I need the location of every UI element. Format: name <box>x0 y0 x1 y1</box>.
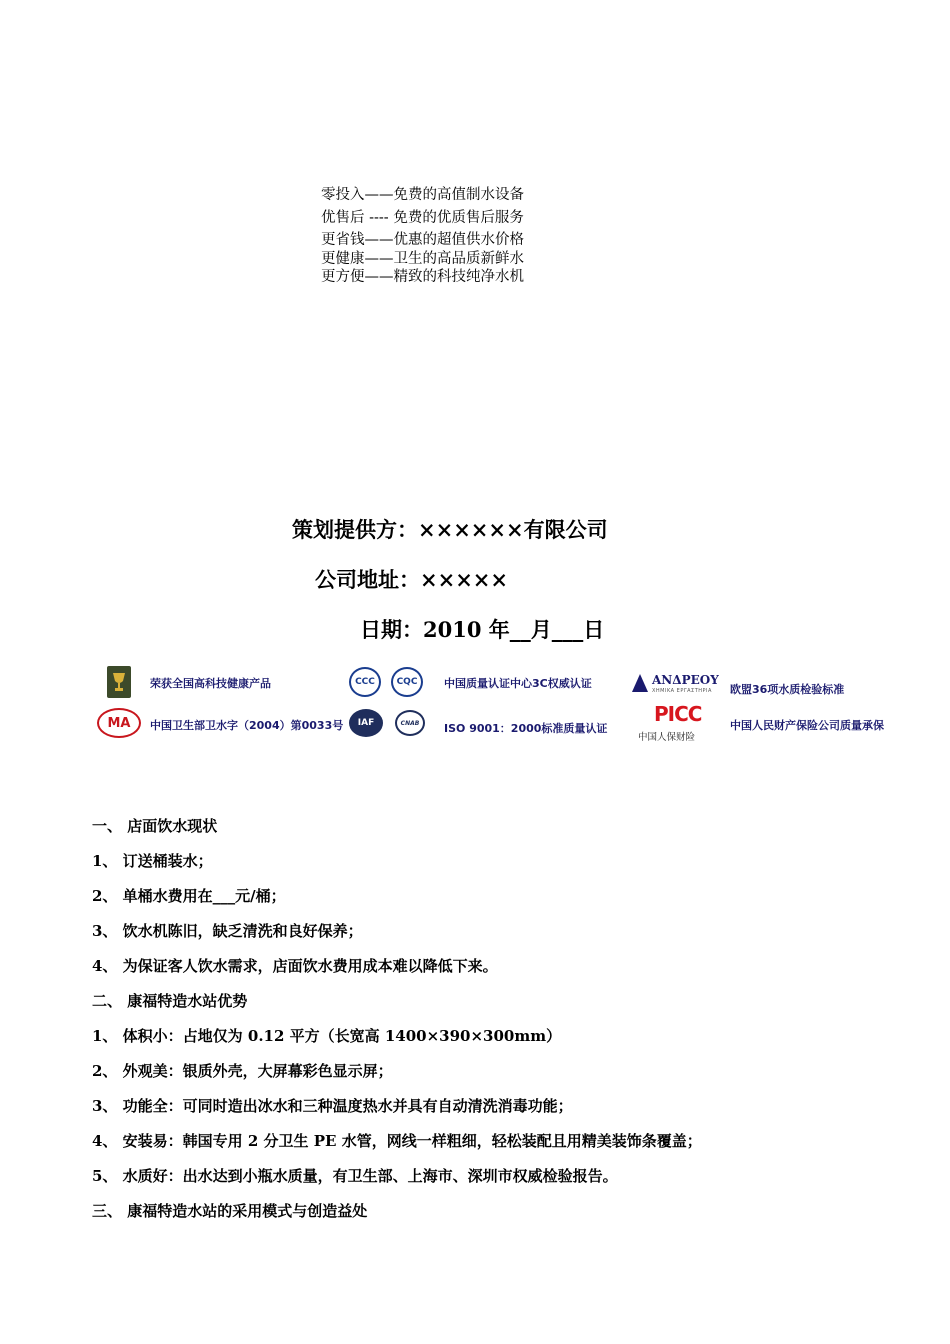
section-heading: 二、 康福特造水站优势 <box>92 992 248 1010</box>
list-item: 1、 体积小：占地仅为 0.12 平方（长宽高 1400×390×300mm） <box>92 1027 562 1045</box>
iso-label: ISO 9001：2000标准质量认证 <box>444 722 608 735</box>
trophy-icon <box>110 670 128 694</box>
list-item: 5、 水质好：出水达到小瓶水质量，有卫生部、上海市、深圳市权威检验报告。 <box>92 1167 618 1185</box>
ma-label: 中国卫生部卫水字（2004）第0033号 <box>150 719 344 732</box>
slogan-line: 更省钱——优惠的超值供水价格 <box>321 232 524 249</box>
slogan-line: 零投入——免费的高值制水设备 <box>321 187 524 203</box>
anadeoy-logo-text: ANΔPEOY <box>652 673 719 687</box>
ccc-logo <box>349 667 381 697</box>
slogan-line: 更健康——卫生的高品质新鲜水 <box>321 250 524 267</box>
date-line: 日期：2010 年__月___日 <box>360 617 605 642</box>
list-item: 4、 安装易：韩国专用 2 分卫生 PE 水管，网线一样粗细，轻松装配且用精美装饰条覆盖； <box>92 1132 702 1150</box>
anadeoy-logo-subtext: XHMIKA EPΓAΣTHPIA <box>652 688 712 694</box>
list-item: 3、 饮水机陈旧，缺乏清洗和良好保养； <box>92 922 363 940</box>
ccc-label: 中国质量认证中心3C权威认证 <box>444 677 592 690</box>
ccc-logo-text: CCC <box>355 677 375 687</box>
slogan-block <box>321 186 524 287</box>
ma-logo <box>97 708 141 738</box>
cqc-logo-text: CQC <box>396 677 418 687</box>
provider-line: 策划提供方：××××××有限公司 <box>292 517 608 542</box>
iaf-logo-text: IAF <box>357 718 375 728</box>
address-line: 公司地址：××××× <box>315 567 508 592</box>
eu36-label: 欧盟36项水质检验标准 <box>730 683 845 696</box>
cnab-logo-text: CNAB <box>400 719 420 727</box>
slogan-line: 优售后 ---- 免费的优质售后服务 <box>321 209 524 226</box>
certification-strip <box>0 660 950 750</box>
picc-logo-subtext: 中国人保财险 <box>638 732 696 743</box>
health-product-logo <box>107 666 131 698</box>
section-heading: 一、 店面饮水现状 <box>92 817 218 835</box>
list-item: 3、 功能全：可同时造出冰水和三种温度热水并具有自动清洗消毒功能； <box>92 1097 573 1115</box>
section-heading: 三、 康福特造水站的采用模式与创造益处 <box>92 1202 368 1220</box>
ma-logo-text: MA <box>107 715 131 731</box>
list-item: 2、 外观美：银质外壳，大屏幕彩色显示屏； <box>92 1062 393 1080</box>
anadeoy-triangle-icon <box>632 674 648 692</box>
slogan-line: 更方便——精致的科技纯净水机 <box>321 269 524 286</box>
cnab-logo <box>395 710 425 736</box>
iaf-logo <box>349 709 383 737</box>
picc-label: 中国人民财产保险公司质量承保 <box>730 719 884 732</box>
health-product-label: 荣获全国高科技健康产品 <box>150 677 271 690</box>
cqc-logo <box>391 667 423 697</box>
picc-logo-text: PICC <box>654 702 702 726</box>
list-item: 1、 订送桶装水； <box>92 852 213 870</box>
list-item: 2、 单桶水费用在___元/桶； <box>92 887 286 905</box>
list-item: 4、 为保证客人饮水需求，店面饮水费用成本难以降低下来。 <box>92 957 498 975</box>
